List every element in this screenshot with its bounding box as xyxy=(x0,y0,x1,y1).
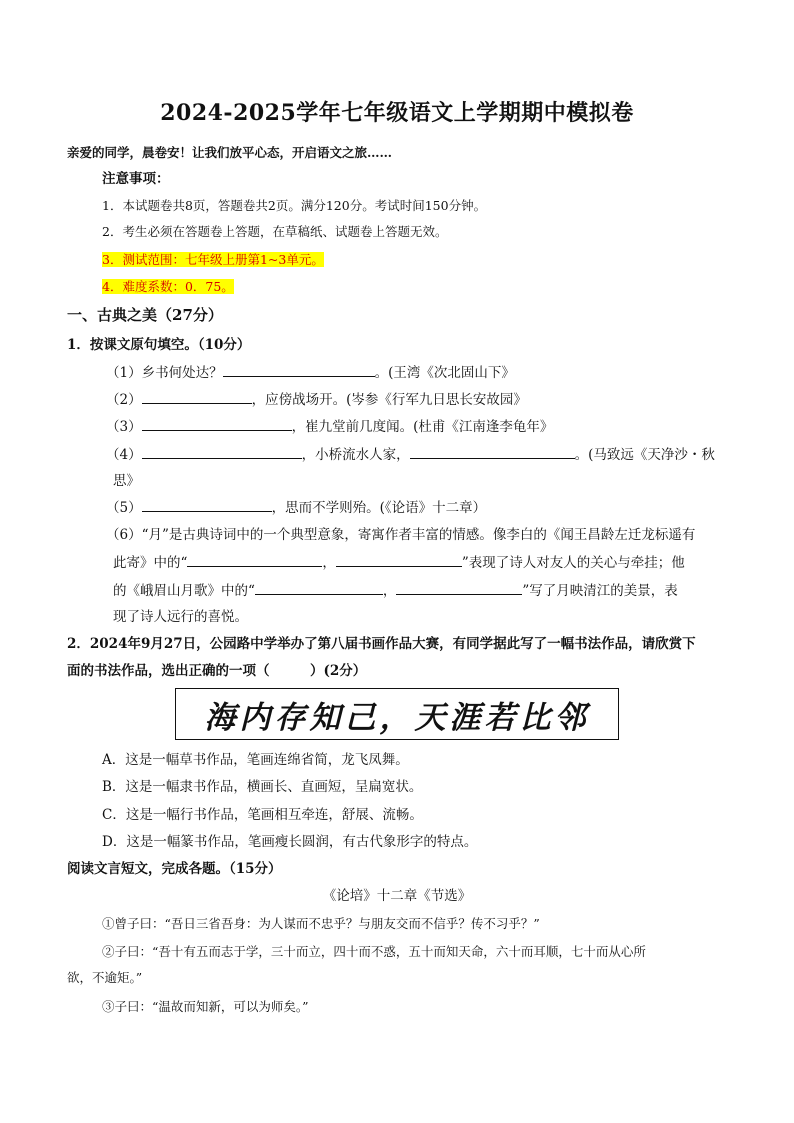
page-title: 2024-2025学年七年级语文上学期期中模拟卷 xyxy=(160,100,634,126)
answer-blank[interactable] xyxy=(396,580,522,595)
q1-item-6-text: ， xyxy=(382,583,397,599)
notice-item-4 xyxy=(102,277,234,297)
q1-item-3-prefix: （3） xyxy=(106,419,142,435)
q1-item-2-prefix: （2） xyxy=(106,392,142,408)
question-1-stem: 1．按课文原句填空。（10分） xyxy=(67,337,251,353)
greeting: 亲爱的同学，晨卷安！让我们放平心态，开启语文之旅…… xyxy=(67,145,393,160)
q1-item-6-line-2 xyxy=(113,552,685,573)
q1-item-5-suffix: ，思而不学则殆。(《论语》十二章） xyxy=(271,500,487,516)
q1-item-6-text: 的《峨眉山月歌》中的“ xyxy=(113,583,255,599)
q1-item-5 xyxy=(106,497,486,518)
option-a[interactable]: A．这是一幅草书作品，笔画连绵省简，龙飞凤舞。 xyxy=(102,752,409,768)
q1-item-4-suffix: 。(马致远《天净沙・秋 xyxy=(574,447,715,463)
notice-item-3 xyxy=(102,250,324,270)
q1-item-1-suffix: 。(王湾《次北固山下》 xyxy=(374,365,515,381)
q1-item-2-suffix: ，应傍战场开。(岑参《行军九日思长安故园》 xyxy=(251,392,527,408)
q1-item-3 xyxy=(106,416,553,437)
notice-item-2: 2．考生必须在答题卷上答题，在草稿纸、试题卷上答题无效。 xyxy=(102,224,448,239)
q1-item-6-text: ”表现了诗人对友人的关心与牵挂；他 xyxy=(461,555,685,571)
option-c[interactable]: C．这是一幅行书作品，笔画相互牵连，舒展、流畅。 xyxy=(102,807,423,823)
reading-paragraph-2-line-2: 欲，不逾矩。” xyxy=(67,970,143,985)
q1-item-6-line-1: （6）“月”是古典诗词中的一个典型意象，寄寓作者丰富的情感。像李白的《闻王昌龄左迁龙标遥有 xyxy=(106,527,696,543)
answer-blank[interactable] xyxy=(187,552,322,567)
answer-blank[interactable] xyxy=(142,444,302,459)
answer-blank[interactable] xyxy=(255,580,383,595)
answer-blank[interactable] xyxy=(142,416,292,431)
q1-item-2 xyxy=(106,389,527,410)
answer-blank[interactable] xyxy=(142,389,252,404)
reading-paragraph-3: ③子曰：“温故而知新，可以为师矣。” xyxy=(102,999,309,1014)
reading-title: 《论培》十二章《节选》 xyxy=(322,888,472,904)
answer-blank[interactable] xyxy=(142,497,272,512)
calligraphy-artwork: 海内存知己，天涯若比邻 xyxy=(175,688,619,740)
notice-item-3-text: 3．测试范围：七年级上册第1~3单元。 xyxy=(102,252,324,267)
answer-blank[interactable] xyxy=(336,552,462,567)
reading-paragraph-1: ①曾子曰：“吾日三省吾身：为人谋而不忠乎？与朋友交而不信乎？传不习乎？” xyxy=(102,916,540,931)
question-2-stem-line-2: 面的书法作品，选出正确的一项（ ）(2分） xyxy=(67,663,367,679)
q1-item-5-prefix: （5） xyxy=(106,500,142,516)
q1-item-4 xyxy=(106,444,715,465)
q1-item-6-line-4: 现了诗人远行的喜悦。 xyxy=(113,609,248,625)
reading-stem: 阅读文言短文，完成各题。（15分） xyxy=(67,861,282,877)
answer-blank[interactable] xyxy=(410,444,575,459)
notice-heading: 注意事项： xyxy=(102,171,170,187)
q1-item-4-prefix: （4） xyxy=(106,447,142,463)
q1-item-1 xyxy=(106,362,515,383)
answer-blank[interactable] xyxy=(223,362,375,377)
notice-item-4-text: 4．难度系数：0．75。 xyxy=(102,279,234,294)
option-b[interactable]: B．这是一幅隶书作品，横画长、直画短，呈扁宽状。 xyxy=(102,779,423,795)
q1-item-6-text: 此寄》中的“ xyxy=(113,555,188,571)
question-2-stem-line-1: 2．2024年9月27日，公园路中学举办了第八届书画作品大赛，有同学据此写了一幅书法作品，请欣赏下 xyxy=(67,636,696,652)
option-d[interactable]: D．这是一幅篆书作品，笔画瘦长圆润，有古代象形字的特点。 xyxy=(102,834,478,850)
section-heading: 一、古典之美（27分） xyxy=(67,306,223,324)
q1-item-3-suffix: ，崔九堂前几度闻。(杜甫《江南逢李龟年》 xyxy=(291,419,554,435)
q1-item-6-text: ， xyxy=(322,555,336,571)
q1-item-4-cont: 思》 xyxy=(113,473,140,489)
reading-paragraph-2-line-1: ②子曰：“吾十有五而志于学，三十而立，四十而不惑，五十而知天命，六十而耳顺，七十而从心所 xyxy=(102,944,646,959)
q1-item-4-middle: ，小桥流水人家， xyxy=(301,447,410,463)
notice-item-1: 1．本试题卷共8页，答题卷共2页。满分120分。考试时间150分钟。 xyxy=(102,198,487,213)
q1-item-1-prefix: （1）乡书何处达？ xyxy=(106,365,223,381)
q1-item-6-text: ”写了月映清江的美景，表 xyxy=(522,583,678,599)
q1-item-6-line-3 xyxy=(113,580,678,601)
